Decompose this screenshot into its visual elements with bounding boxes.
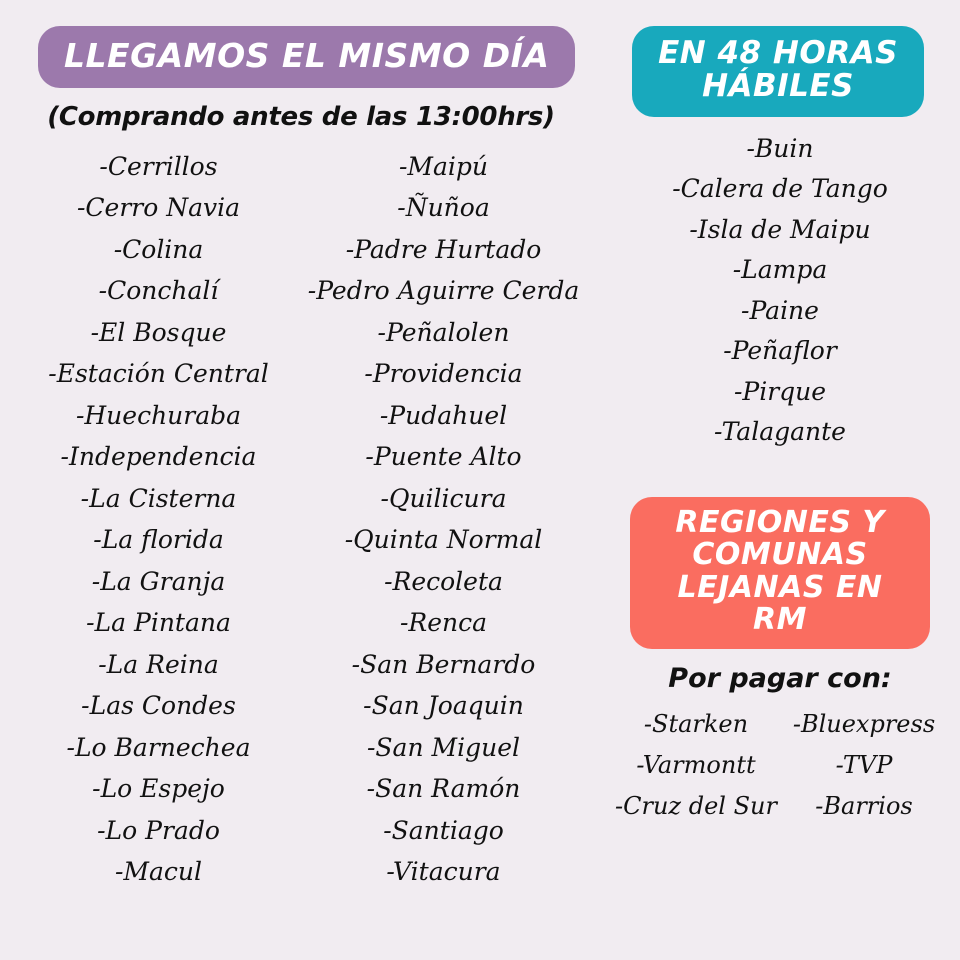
list-item: -Renca — [399, 608, 488, 638]
list-item: -La Granja — [91, 566, 226, 596]
list-item: -Huechuraba — [75, 400, 242, 430]
list-item: -Paine — [741, 295, 819, 325]
list-item: -Starken — [643, 709, 749, 738]
list-item: -Varmontt — [636, 750, 756, 779]
same-day-badge: LLEGAMOS EL MISMO DÍA — [38, 26, 575, 88]
carrier-column-left — [612, 704, 780, 828]
list-item: -Pudahuel — [379, 400, 508, 430]
right-column — [612, 26, 948, 827]
list-item: -Buin — [746, 133, 814, 163]
list-item: -TVP — [835, 750, 893, 779]
forty-eight-hours-badge: EN 48 HORAS HÁBILES — [632, 26, 924, 117]
list-item: -Cruz del Sur — [615, 792, 777, 821]
list-item: -El Bosque — [90, 317, 227, 347]
list-item: -Lo Barnechea — [66, 732, 251, 762]
far-regions-badge: REGIONES Y COMUNAS LEJANAS EN RM — [630, 497, 930, 649]
list-item: -Recoleta — [384, 566, 503, 596]
far-regions-section — [612, 497, 948, 827]
same-day-column-left — [16, 146, 301, 893]
list-item: -Macul — [114, 857, 203, 887]
list-item: -Vitacura — [386, 857, 501, 887]
list-item: -Talagante — [714, 417, 846, 447]
list-item: -La florida — [93, 525, 224, 555]
list-item: -Conchalí — [98, 276, 219, 306]
list-item: -San Joaquin — [363, 691, 524, 721]
list-item: -Bluexpress — [792, 709, 936, 738]
same-day-section — [16, 26, 586, 893]
list-item: -Calera de Tango — [672, 174, 888, 204]
list-item: -Quilicura — [380, 483, 507, 513]
list-item: -Maipú — [398, 151, 489, 181]
same-day-column-right — [301, 146, 586, 893]
list-item: -Lo Prado — [97, 815, 220, 845]
list-item: -Santiago — [383, 815, 504, 845]
list-item: -Padre Hurtado — [345, 234, 542, 264]
forty-eight-hours-list — [612, 129, 948, 453]
list-item: -San Miguel — [366, 732, 520, 762]
list-item: -Barrios — [815, 792, 913, 821]
same-day-comuna-columns — [16, 146, 586, 893]
forty-eight-hours-section — [612, 26, 948, 453]
list-item: -Lo Espejo — [92, 774, 225, 804]
list-item: -Isla de Maipu — [689, 214, 871, 244]
list-item: -La Reina — [98, 649, 219, 679]
list-item: -Cerro Navia — [76, 193, 241, 223]
carrier-columns — [612, 704, 948, 828]
list-item: -Peñaflor — [723, 336, 837, 366]
list-item: -La Pintana — [86, 608, 231, 638]
list-item: -Peñalolen — [377, 317, 510, 347]
list-item: -San Bernardo — [351, 649, 536, 679]
same-day-subtitle: (Comprando antes de las 13:00hrs) — [47, 101, 555, 132]
list-item: -Las Condes — [81, 691, 236, 721]
list-item: -Pirque — [733, 376, 827, 406]
pay-title: Por pagar con: — [668, 662, 892, 694]
list-item: -Ñuñoa — [397, 193, 490, 223]
list-item: -La Cisterna — [80, 483, 237, 513]
list-item: -Quinta Normal — [344, 525, 543, 555]
list-item: -Lampa — [732, 255, 828, 285]
list-item: -Pedro Aguirre Cerda — [307, 276, 580, 306]
list-item: -Providencia — [364, 359, 523, 389]
list-item: -San Ramón — [366, 774, 521, 804]
list-item: -Estación Central — [48, 359, 269, 389]
list-item: -Puente Alto — [365, 442, 522, 472]
carrier-column-right — [780, 704, 948, 828]
list-item: -Independencia — [60, 442, 257, 472]
list-item: -Cerrillos — [99, 151, 218, 181]
list-item: -Colina — [113, 234, 204, 264]
